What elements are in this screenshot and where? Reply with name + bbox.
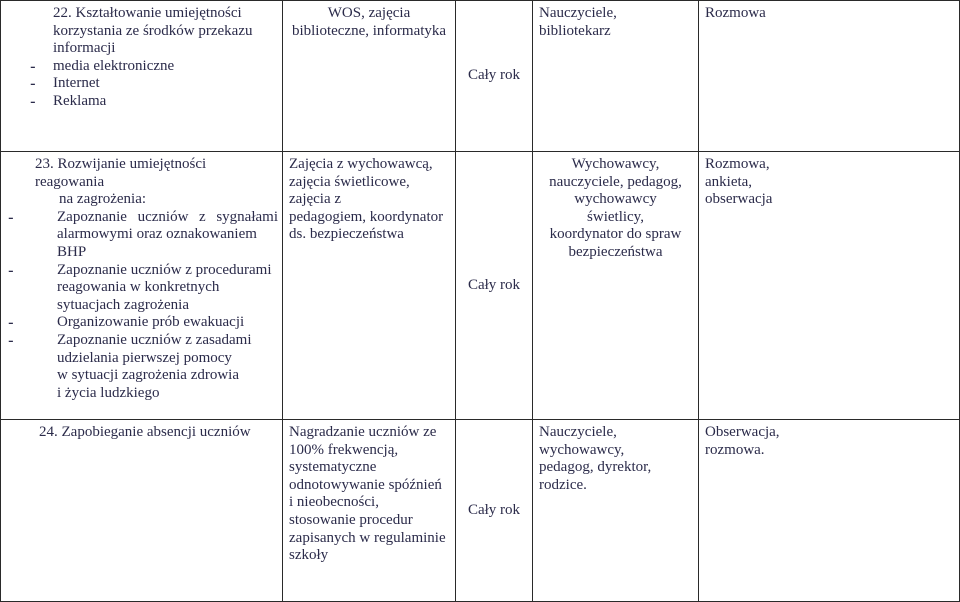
task-bullets (29, 58, 276, 111)
evaluation-cell: Rozmowa, ankieta, obserwacja (699, 152, 960, 420)
list-item: - Internet (29, 75, 276, 93)
responsible-cell: Nauczyciele, bibliotekarz (533, 1, 699, 152)
task-title: 22. Kształtowanie umiejętności (53, 5, 242, 21)
list-item: - Reklama (29, 93, 276, 111)
forms-cell: WOS, zajęcia biblioteczne, informatyka (283, 1, 456, 152)
table-row (1, 420, 960, 602)
evaluation-cell: Rozmowa (699, 1, 960, 152)
task-title: 23. Rozwijanie umiejętności reagowania (35, 156, 207, 190)
list-item: - media elektroniczne (29, 58, 276, 76)
term-cell: Cały rok (456, 1, 533, 152)
forms-cell: Nagradzanie uczniów ze 100% frekwencją, systematyczne odnotowywanie spóźnień i nieobecności, stosowanie procedur zapisanych w regulaminie szkoły (283, 420, 456, 602)
list-item: - Zapoznanie uczniów z procedurami reagowania w konkretnych sytuacjach zagrożenia (7, 262, 278, 315)
list-item: - Zapoznanie uczniów z zasadami udzielania pierwszej pomocy w sytuacji zagrożenia zdrowia i życia ludzkiego (7, 332, 278, 402)
responsible-cell: Nauczyciele, wychowawcy, pedagog, dyrektor, rodzice. (533, 420, 699, 602)
term-cell: Cały rok (456, 152, 533, 420)
responsible-cell: Wychowawcy, nauczyciele, pedagog, wychowawcy świetlicy, koordynator do spraw bezpieczeństwa (533, 152, 699, 420)
task-cell: 23. Rozwijanie umiejętności reagowania na zagrożenia: - Zapoznanie uczniów z sygnałami alarmowymi oraz oznakowaniem BHP - Zapoznanie uczniów z procedurami reagowania w konkretnych sytuacjach zagrożenia - Organizowanie prób ewakuacji - Zapoznanie uczniów z zasadami udzielania pierwszej pomocy w sytuacji zagrożenia zdrowia i życia ludzkiego (1, 152, 283, 420)
table-row (1, 152, 960, 420)
forms-cell: Zajęcia z wychowawcą, zajęcia świetlicowe, zajęcia z pedagogiem, koordynator ds. bezpieczeństwa (283, 152, 456, 420)
term-cell: Cały rok (456, 420, 533, 602)
table-row (1, 1, 960, 152)
list-item: - Zapoznanie uczniów z sygnałami alarmowymi oraz oznakowaniem BHP (7, 209, 278, 262)
task-cell (1, 420, 283, 602)
evaluation-cell: Obserwacja, rozmowa. (699, 420, 960, 602)
task-title: 24. Zapobieganie absencji uczniów (39, 424, 251, 440)
task-bullets (7, 209, 278, 403)
list-item: - Organizowanie prób ewakuacji (7, 314, 278, 332)
task-cell: 22. Kształtowanie umiejętności korzystania ze środków przekazu informacji - media elektroniczne - Internet - Reklama (1, 1, 283, 152)
